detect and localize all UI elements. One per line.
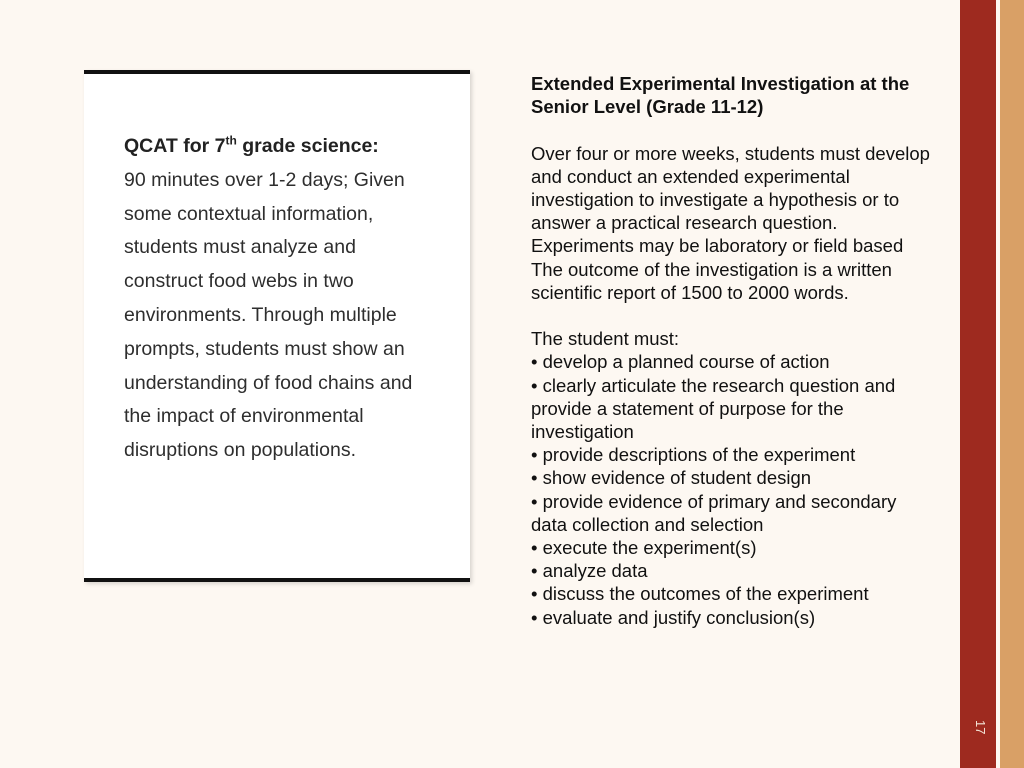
qcat-image-box bbox=[84, 70, 470, 582]
list-item: • analyze data bbox=[531, 560, 648, 582]
main-text-block bbox=[531, 72, 931, 629]
qcat-body: 90 minutes over 1-2 days; Given some contextual information, students must analyze and construct food webs in two environments. Through multiple prompts, students must show an understanding of food chains and the impact of environmental disruptions on populations. bbox=[124, 168, 413, 462]
list-item: • clearly articulate the research question and provide a statement of purpose for the investigation bbox=[531, 374, 896, 443]
qcat-content bbox=[124, 130, 434, 468]
spacer bbox=[531, 118, 931, 141]
list-intro: The student must: bbox=[531, 328, 680, 350]
sidebar-stripe-tan bbox=[1000, 0, 1024, 768]
list-item: • develop a planned course of action bbox=[531, 351, 830, 373]
list-item: • execute the experiment(s) bbox=[531, 537, 757, 559]
main-paragraph: Over four or more weeks, students must develop and conduct an extended experimental investigation to investigate a hypothesis or to answer a practical research question. Experiments may be laboratory or field based The outcome of the investigation is a written scientific report of 1500 to 2000 words. bbox=[531, 142, 930, 303]
bullet-list bbox=[531, 350, 931, 628]
sidebar-stripe-red bbox=[960, 0, 996, 768]
qcat-title-prefix: QCAT for 7 bbox=[124, 135, 226, 157]
main-title: Extended Experimental Investigation at the Senior Level (Grade 11-12) bbox=[531, 73, 910, 118]
qcat-title-suffix: grade science: bbox=[236, 135, 379, 157]
spacer bbox=[531, 304, 931, 327]
page-number: 17 bbox=[973, 719, 988, 735]
list-item: • provide evidence of primary and secondary data collection and selection bbox=[531, 490, 897, 535]
list-item: • show evidence of student design bbox=[531, 467, 812, 489]
list-item: • provide descriptions of the experiment bbox=[531, 444, 856, 466]
list-item: • discuss the outcomes of the experiment bbox=[531, 583, 869, 605]
qcat-title bbox=[124, 130, 434, 164]
qcat-title-superscript: th bbox=[225, 133, 237, 148]
list-item: • evaluate and justify conclusion(s) bbox=[531, 606, 816, 628]
